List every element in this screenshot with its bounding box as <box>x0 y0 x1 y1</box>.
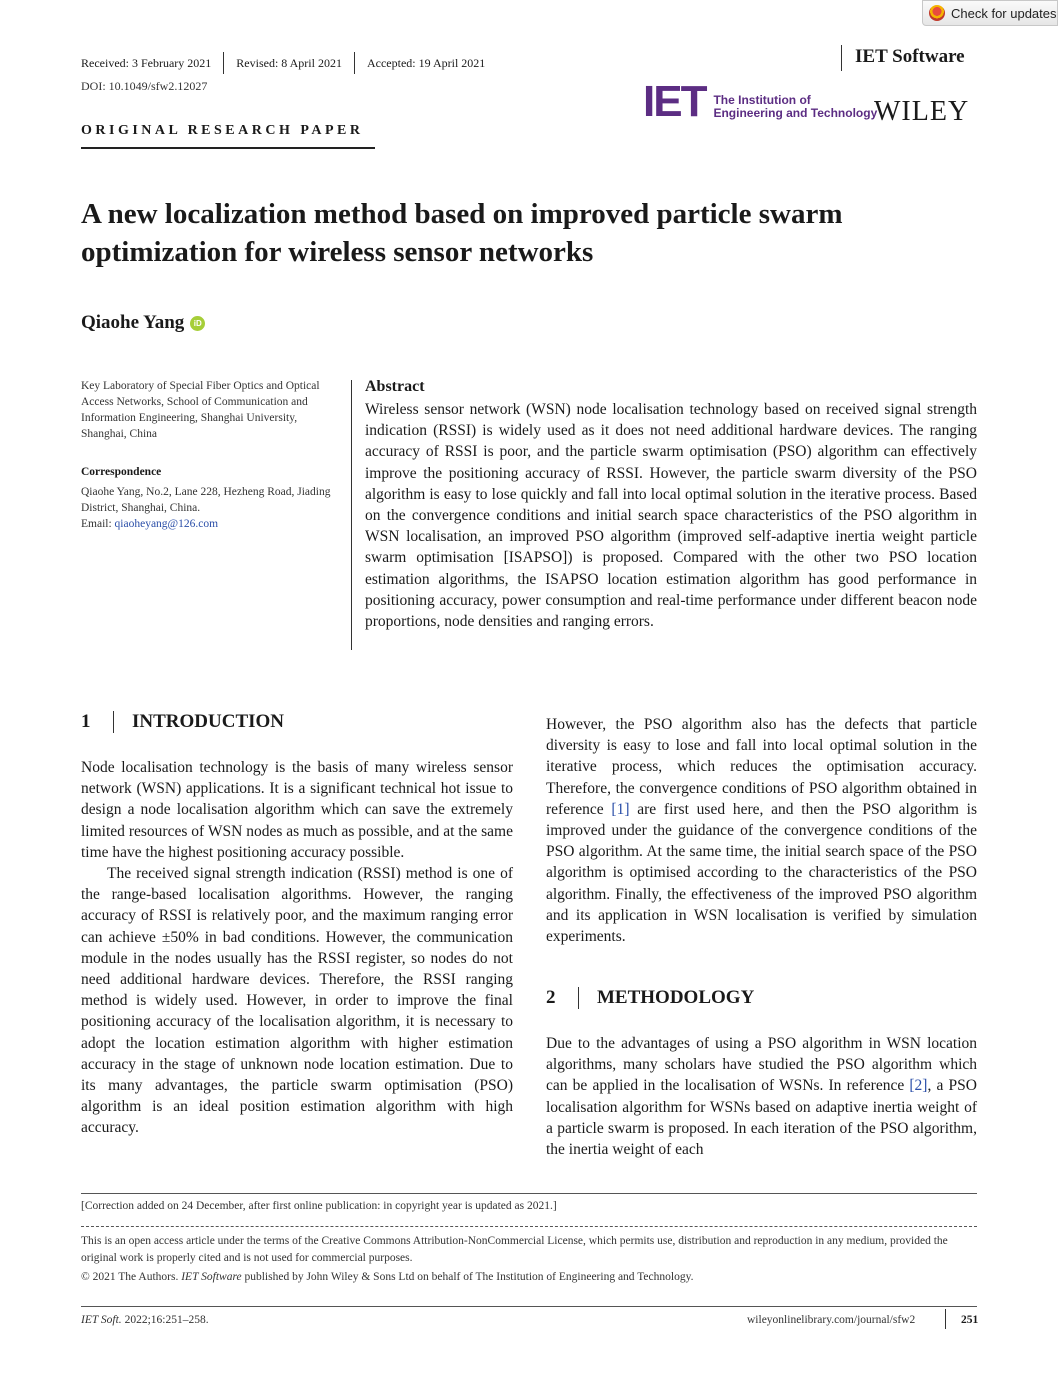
email-label: Email: <box>81 518 112 530</box>
paper-type-rule <box>81 147 375 149</box>
iet-logo-letters: IET <box>643 77 706 126</box>
correspondence-address: Qiaohe Yang, No.2, Lane 228, Hezheng Road, Jiading District, Shanghai, China. <box>81 486 331 514</box>
wiley-logo: WILEY <box>874 96 970 127</box>
orcid-icon[interactable]: iD <box>190 316 205 331</box>
footnote-rule <box>81 1193 977 1194</box>
page-number-divider <box>945 1309 946 1329</box>
iet-logo-text: The Institution of Engineering and Technology <box>713 93 878 120</box>
journal-name: IET Software <box>841 45 965 71</box>
citation: IET Soft. 2022;16:251–258. <box>81 1314 209 1326</box>
accepted-date: Accepted: 19 April 2021 <box>366 55 486 70</box>
page-number: 251 <box>961 1314 979 1326</box>
license-note: This is an open access article under the terms of the Creative Commons Attribution-NonCommercial License, which permits use, distribution and reproduction in any medium, provided the original work is properly cited and is not used for commercial purposes. <box>81 1235 948 1264</box>
correction-note: [Correction added on 24 December, after first online publication: in copyright year is updated as 2021.] <box>81 1200 557 1212</box>
journal-url[interactable]: wileyonlinelibrary.com/journal/sfw2 <box>747 1314 916 1326</box>
correspondence-heading: Correspondence <box>81 466 162 478</box>
right-column-intro <box>546 714 977 947</box>
section-2-number: 2 <box>546 987 556 1008</box>
abstract-text: Wireless sensor network (WSN) node localisation technology based on received signal strength indication (RSSI) is widely used as it does not need additional hardware devices. The ranging accuracy of RSSI is poor, and the particle swarm optimisation (PSO) algorithm can effectively improve the positioning accuracy of RSSI. However, the particle swarm diversity of the PSO algorithm is easy to lose quickly and fall into local optimal solution in the iterative process. Based on the convergence conditions and initial search space characteristics of the PSO algorithm in WSN localisation, an improved PSO algorithm (improved self-adaptive inertia weight particle swarm optimisation [ISAPSO]) is proposed. Compared with the other two PSO location estimation algorithms, the ISAPSO location estimation algorithm has good performance in positioning accuracy, power consumption and real-time performance under different beacon node proportions, node densities and ranging errors. <box>365 401 977 631</box>
doi: DOI: 10.1049/sfw2.12027 <box>81 79 208 93</box>
section-2-title: METHODOLOGY <box>597 987 755 1008</box>
right-column-methodology <box>546 1033 977 1160</box>
iet-logo <box>643 77 878 126</box>
correspondence <box>81 484 341 532</box>
received-date: Received: 3 February 2021 <box>81 55 212 70</box>
reference-link-2[interactable]: [2] <box>909 1077 928 1095</box>
crossmark-icon <box>929 5 945 21</box>
footnote-divider <box>81 1226 977 1227</box>
paper-type: ORIGINAL RESEARCH PAPER <box>81 123 364 138</box>
article-title: A new localization method based on improved particle swarm optimization for wireless sensor networks <box>81 198 843 268</box>
reference-link-1[interactable]: [1] <box>611 800 630 818</box>
revised-date: Revised: 8 April 2021 <box>236 55 342 70</box>
methodology-paragraph-1: Due to the advantages of using a PSO algorithm in WSN location algorithms, many scholars have studied the PSO algorithm which can be applied in the localisation of WSNs. In reference [2], a PSO localisation algorithm for WSNs based on adaptive inertia weight of a particle swarm is proposed. In each iteration of the PSO algorithm, the inertia weight of each <box>546 1035 977 1159</box>
check-for-updates-label: Check for updates <box>951 5 1057 21</box>
abstract-rule <box>351 380 352 650</box>
intro-paragraph-2: The received signal strength indication (RSSI) method is one of the range-based localisation algorithms. However, the ranging accuracy of RSSI is relatively poor, and the maximum ranging error can achieve ±50% in bad conditions. However, the communication module in the nodes usually has the RSSI register, so nodes do not need additional hardware devices. Therefore, the RSSI ranging method is widely used. However, in order to improve the final positioning accuracy of the localisation algorithm, it is necessary to adopt the location estimation algorithm with higher estimation accuracy in the stage of unknown node location estimation. Due to its many advantages, the particle swarm optimisation (PSO) algorithm is an ideal position estimation algorithm with high accuracy. <box>81 865 513 1137</box>
article-dates <box>81 52 485 74</box>
affiliation: Key Laboratory of Special Fiber Optics and Optical Access Networks, School of Communication and Information Engineering, Shanghai University, Shanghai, China <box>81 380 320 440</box>
section-1-heading <box>81 711 284 733</box>
author-name[interactable]: Qiaohe Yang <box>81 312 185 333</box>
check-for-updates-button[interactable] <box>922 0 1058 26</box>
section-2-heading <box>546 987 754 1009</box>
abstract-heading: Abstract <box>365 378 425 395</box>
email-link[interactable]: qiaoheyang@126.com <box>114 518 219 530</box>
left-column <box>81 757 513 1139</box>
copyright-note: © 2021 The Authors. IET Software published by John Wiley & Sons Ltd on behalf of The Institution of Engineering and Technology. <box>81 1271 694 1283</box>
section-1-title: INTRODUCTION <box>132 711 285 732</box>
section-1-number: 1 <box>81 711 91 732</box>
page-footer-rule <box>81 1306 977 1307</box>
author <box>81 312 205 334</box>
intro-paragraph-3: However, the PSO algorithm also has the defects that particle diversity is easy to lose and fall into local optimal solution in the iterative process, which reduces the optimisation accuracy. Therefore, the convergence conditions of PSO algorithm obtained in reference [1] are first used here, and then the PSO algorithm is improved under the guidance of the convergence conditions of the PSO algorithm. At the same time, the initial search space of the PSO algorithm is optimised according to the characteristics of the PSO algorithm. Finally, the effectiveness of the improved PSO algorithm and its application in WSN localisation is verified by simulation experiments. <box>546 716 977 946</box>
intro-paragraph-1: Node localisation technology is the basis of many wireless sensor network (WSN) applications. It is a significant technical hot issue to design a node localisation algorithm which can save the extremely limited resources of WSN nodes as much as possible, and at the same time have the highest positioning accuracy possible. <box>81 759 513 861</box>
